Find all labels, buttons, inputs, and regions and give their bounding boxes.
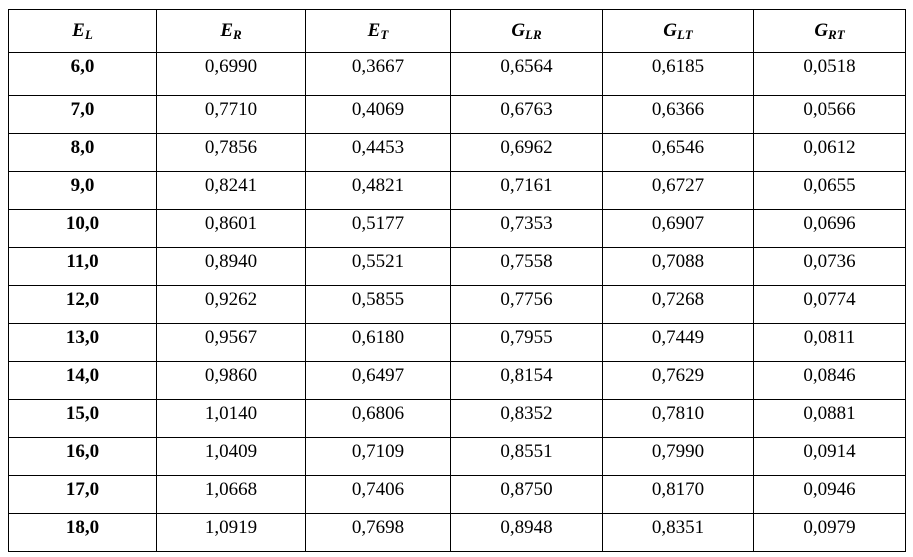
header-subscript: LT [677,27,693,42]
er-cell: 1,0140 [157,400,306,438]
header-symbol: E [367,20,381,41]
et-cell: 0,7406 [306,476,451,514]
glt-cell: 0,7629 [603,362,754,400]
glr-cell: 0,7161 [451,172,603,210]
glt-cell: 0,6907 [603,210,754,248]
grt-cell: 0,0736 [754,248,906,286]
et-cell: 0,4453 [306,134,451,172]
er-cell: 1,0409 [157,438,306,476]
er-cell: 0,8241 [157,172,306,210]
header-cell-grt [754,10,906,53]
table-row [9,172,906,210]
header-cell-glr [451,10,603,53]
glr-cell: 0,6962 [451,134,603,172]
er-cell: 1,0668 [157,476,306,514]
header-symbol: G [814,20,829,41]
table-row [9,400,906,438]
et-cell: 0,3667 [306,53,451,96]
grt-cell: 0,0846 [754,362,906,400]
header-symbol: G [511,20,526,41]
er-cell: 0,6990 [157,53,306,96]
et-cell: 0,5177 [306,210,451,248]
glr-cell: 0,7756 [451,286,603,324]
table-row [9,210,906,248]
glt-cell: 0,6366 [603,96,754,134]
er-cell: 0,7856 [157,134,306,172]
grt-cell: 0,0655 [754,172,906,210]
el-cell: 8,0 [9,134,157,172]
glr-cell: 0,7353 [451,210,603,248]
table-row [9,286,906,324]
table-header [9,10,906,53]
header-symbol: G [663,20,678,41]
table-row [9,96,906,134]
er-cell: 0,9262 [157,286,306,324]
glt-cell: 0,7810 [603,400,754,438]
table-row [9,53,906,96]
et-cell: 0,4821 [306,172,451,210]
glt-cell: 0,6727 [603,172,754,210]
glt-cell: 0,7268 [603,286,754,324]
er-cell: 0,8940 [157,248,306,286]
grt-cell: 0,0518 [754,53,906,96]
el-cell: 11,0 [9,248,157,286]
header-subscript: L [84,27,93,42]
el-cell: 12,0 [9,286,157,324]
table-row [9,476,906,514]
glr-cell: 0,7955 [451,324,603,362]
grt-cell: 0,0612 [754,134,906,172]
el-cell: 16,0 [9,438,157,476]
glr-cell: 0,6763 [451,96,603,134]
el-cell: 7,0 [9,96,157,134]
el-cell: 9,0 [9,172,157,210]
glt-cell: 0,7088 [603,248,754,286]
table-row [9,248,906,286]
header-subscript: T [380,27,389,42]
table-row [9,324,906,362]
glt-cell: 0,6185 [603,53,754,96]
elastic-constants-table [8,9,906,552]
er-cell: 0,8601 [157,210,306,248]
glt-cell: 0,7449 [603,324,754,362]
grt-cell: 0,0914 [754,438,906,476]
glr-cell: 0,6564 [451,53,603,96]
et-cell: 0,5521 [306,248,451,286]
et-cell: 0,5855 [306,286,451,324]
et-cell: 0,7109 [306,438,451,476]
grt-cell: 0,0979 [754,514,906,552]
er-cell: 0,9860 [157,362,306,400]
grt-cell: 0,0566 [754,96,906,134]
table-row [9,362,906,400]
el-cell: 17,0 [9,476,157,514]
header-cell-el [9,10,157,53]
grt-cell: 0,0811 [754,324,906,362]
glr-cell: 0,8551 [451,438,603,476]
el-cell: 18,0 [9,514,157,552]
er-cell: 0,9567 [157,324,306,362]
header-row [9,10,906,53]
table-body [9,53,906,552]
et-cell: 0,6497 [306,362,451,400]
header-symbol: E [72,20,85,41]
glt-cell: 0,8351 [603,514,754,552]
header-cell-et [306,10,451,53]
header-subscript: LR [525,27,542,42]
et-cell: 0,7698 [306,514,451,552]
grt-cell: 0,0946 [754,476,906,514]
glt-cell: 0,7990 [603,438,754,476]
el-cell: 15,0 [9,400,157,438]
et-cell: 0,6180 [306,324,451,362]
et-cell: 0,6806 [306,400,451,438]
glr-cell: 0,8154 [451,362,603,400]
grt-cell: 0,0881 [754,400,906,438]
el-cell: 13,0 [9,324,157,362]
er-cell: 0,7710 [157,96,306,134]
glr-cell: 0,7558 [451,248,603,286]
grt-cell: 0,0774 [754,286,906,324]
grt-cell: 0,0696 [754,210,906,248]
header-subscript: R [233,27,242,42]
glt-cell: 0,6546 [603,134,754,172]
el-cell: 6,0 [9,53,157,96]
header-symbol: E [220,20,233,41]
el-cell: 10,0 [9,210,157,248]
header-cell-glt [603,10,754,53]
glr-cell: 0,8352 [451,400,603,438]
table-row [9,134,906,172]
er-cell: 1,0919 [157,514,306,552]
el-cell: 14,0 [9,362,157,400]
header-cell-er [157,10,306,53]
et-cell: 0,4069 [306,96,451,134]
table-row [9,438,906,476]
glr-cell: 0,8948 [451,514,603,552]
table-row [9,514,906,552]
glr-cell: 0,8750 [451,476,603,514]
header-subscript: RT [828,27,845,42]
glt-cell: 0,8170 [603,476,754,514]
